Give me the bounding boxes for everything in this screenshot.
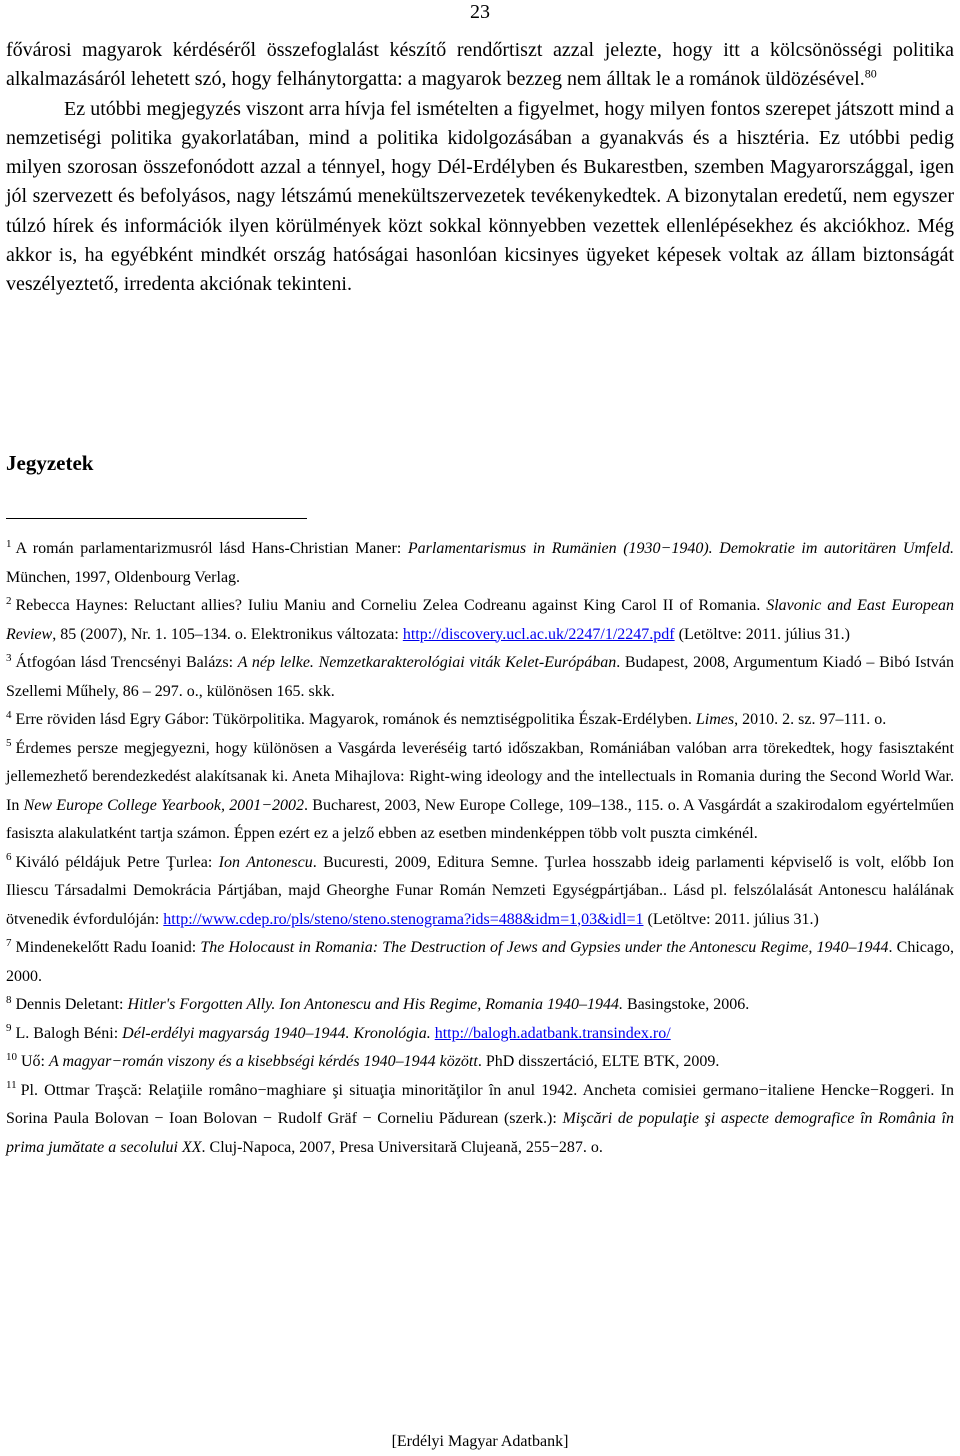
footnote-text: Érdemes persze megjegyezni, hogy különösen a Vasgárda leveréséig tartó időszakban, Romániában valóban arra törekedtek, hogy fasisztaként jellemezhető berendezkedést alakítsanak ki. Aneta Mihajlova: Right-wing ideology and the intellectuals in Romania during the Second World War. In (6, 739, 954, 814)
footnote-number: 4 (6, 708, 12, 721)
footnote-number: 5 (6, 737, 12, 750)
footnote-title: Hitler's Forgotten Ally. Ion Antonescu and His Regime, Romania 1940–1944. (127, 996, 623, 1013)
footnote-text: . Chicago, 2000. (6, 939, 955, 985)
main-text (6, 36, 954, 300)
footnote-7 (6, 934, 954, 991)
footnote-10 (6, 1048, 954, 1077)
footnote-text: München, 1997, Oldenbourg Verlag. (6, 568, 241, 586)
footnote-number: 2 (6, 594, 12, 607)
footnote-text: Uő: (21, 1053, 49, 1070)
footnote-3 (6, 649, 954, 706)
footnote-text: . Budapest, 2008, Argumentum Kiadó – Bibó István Szellemi Műhely, 86 – 297. o., különösen 165. skk. (6, 654, 955, 700)
footnote-text: Pl. Ottmar Traşcă: Relaţiile româno−maghiare şi situaţia minorităţilor în anul 1942. Ancheta comisiei germano−italiene Hencke−Roggeri. In Sorina Paula Bolovan − Ioan Bolovan − Rudolf Gräf − Corneliu Pădurean (szerk.): (6, 1081, 954, 1127)
footnote-number: 10 (6, 1050, 17, 1063)
footnote-text: , 2010. 2. sz. 97–111. o. (734, 711, 887, 728)
footnote-text: . Bucharest, 2003, New Europe College, 109–138., 115. o. A Vasgárdát a szakirodalom egyértelműen fasiszta alakulatként tartja számon. Éppen ezért ez a jelző ebben az esetben mindenképpen több volt puszta cimkénél. (6, 796, 954, 842)
paragraph-text: fővárosi magyarok kérdéséről összefoglalást készítő rendőrtiszt azzal jelezte, hogy itt a kölcsönösségi politika alkalmazásáról lehetett szó, hogy felhánytorgatta: a magyarok bezzeg nem álltak le a románok üldözésével. (6, 39, 954, 91)
footnote-8 (6, 991, 954, 1020)
footnote-text: . PhD disszertáció, ELTE BTK, 2009. (477, 1053, 720, 1070)
footnote-title: Ion Antonescu (218, 853, 313, 871)
footnote-number: 11 (6, 1079, 17, 1092)
footnote-text: L. Balogh Béni: (15, 1024, 123, 1042)
footnote-text: Átfogóan lásd Trencsényi Balázs: (15, 654, 238, 671)
footnote-1 (6, 535, 954, 592)
paragraph-text: Ez utóbbi megjegyzés viszont arra hívja fel ismételten a figyelmet, hogy milyen fontos szerepet játszott mind a nemzetiségi politika gyakorlatában, mind a politika kidolgozásában a gyanakvás és a hisztéria. Ez utóbbi pedig milyen szorosan összefonódott azzal a ténnyel, hogy Dél-Erdélyben és Bukarestben, szemben Magyarországgal, igen jól szervezett és befolyásos, nagy létszámú menekültszervezetek tevékenykedtek. A bizonytalan eredetű, nem egyszer túlzó hírek és információk ilyen körülmények közt sokkal könnyebben vezettek ellenlépésekhez és akciókhoz. Még akkor is, ha egyébként mindkét ország hatóságai hasonlóan kicsinyes ügyeket képesek voltak az állam biztonságát veszélyeztető, irredenta akciónak tekinteni. (6, 97, 954, 296)
footnote-5 (6, 735, 954, 849)
footnote-number: 3 (6, 651, 12, 664)
footnote-text: , 85 (2007), Nr. 1. 105–134. o. Elektronikus változata: (52, 625, 403, 643)
footnote-6 (6, 849, 954, 935)
footnote-link[interactable]: http://discovery.ucl.ac.uk/2247/1/2247.pdf (402, 625, 675, 643)
footnote-number: 7 (6, 936, 12, 949)
footnote-title: Dél-erdélyi magyarság 1940–1944. Kronológia. (122, 1024, 431, 1042)
footnote-9 (6, 1020, 954, 1049)
page-number: 23 (470, 1, 490, 23)
footnote-4 (6, 706, 954, 735)
paragraph (6, 95, 954, 300)
footnote-title: Parlamentarismus in Rumänien (1930−1940). Demokratie im autoritären Umfeld. (407, 540, 954, 557)
footnote-text: . Cluj-Napoca, 2007, Presa Universitară Clujeană, 255−287. o. (201, 1138, 603, 1156)
footnote-text: Basingstoke, 2006. (623, 996, 750, 1013)
footnote-text: (Letöltve: 2011. július 31.) (674, 625, 851, 643)
footnote-divider (6, 518, 307, 519)
footnote-number: 9 (6, 1022, 12, 1035)
footnote-title: New Europe College Yearbook, 2001−2002 (23, 796, 305, 814)
notes-heading: Jegyzetek (6, 451, 94, 475)
footnote-text: Kiváló példájuk Petre Ţurlea: (15, 853, 219, 871)
footnote-title: Slavonic and East European Review (6, 597, 955, 643)
footnote-text: Erre röviden lásd Egry Gábor: Tükörpolitika. Magyarok, románok és nemztiségpolitika Észak-Erdélyben. (15, 711, 696, 728)
footnote-text: Mindenekelőtt Radu Ioanid: (15, 939, 201, 956)
footnote-text: Dennis Deletant: (15, 996, 128, 1013)
footnote-text: A román parlamentarizmusról lásd Hans-Christian Maner: (15, 540, 408, 557)
footnote-text: (Letöltve: 2011. július 31.) (643, 910, 819, 928)
footnote-reference: 80 (864, 66, 877, 81)
footnotes-list (6, 535, 954, 1162)
footnote-title: Limes (695, 711, 735, 728)
footnote-number: 8 (6, 993, 12, 1006)
footnote-title: The Holocaust in Romania: The Destruction of Jews and Gypsies under the Antonescu Regime, 1940–1944 (200, 939, 889, 956)
footnote-link[interactable]: http://balogh.adatbank.transindex.ro/ (434, 1024, 671, 1042)
footnote-text: . Bucuresti, 2009, Editura Semne. Ţurlea hosszabb ideig parlamenti képviselő is volt, előbb Ion Iliescu Társadalmi Demokrácia Pártjában, majd Gheorghe Funar Román Nemzeti Egységpártjában.. Lásd pl. felszólalását Antonescu halálának ötvenedik évfordulóján: (6, 853, 955, 928)
footnote-title: A magyar−román viszony és a kisebbségi kérdés 1940–1944 között (49, 1053, 478, 1070)
footer-source: [Erdélyi Magyar Adatbank] (391, 1433, 569, 1450)
footnote-number: 6 (6, 851, 12, 864)
footnote-link[interactable]: http://www.cdep.ro/pls/steno/steno.stenograma?ids=488&idm=1,03&idl=1 (163, 910, 644, 928)
footnote-title: Mişcări de populaţie şi aspecte demografice în România în prima jumătate a secolului XX (6, 1110, 954, 1156)
paragraph (6, 36, 954, 95)
footnote-11 (6, 1077, 954, 1163)
footnote-title: A nép lelke. Nemzetkarakterológiai viták Kelet-Európában (237, 654, 617, 671)
footnote-number: 1 (6, 537, 12, 550)
footnote-2 (6, 592, 954, 649)
footnote-text: Rebecca Haynes: Reluctant allies? Iuliu Maniu and Corneliu Zelea Codreanu against King Carol II of Romania. (15, 597, 767, 614)
